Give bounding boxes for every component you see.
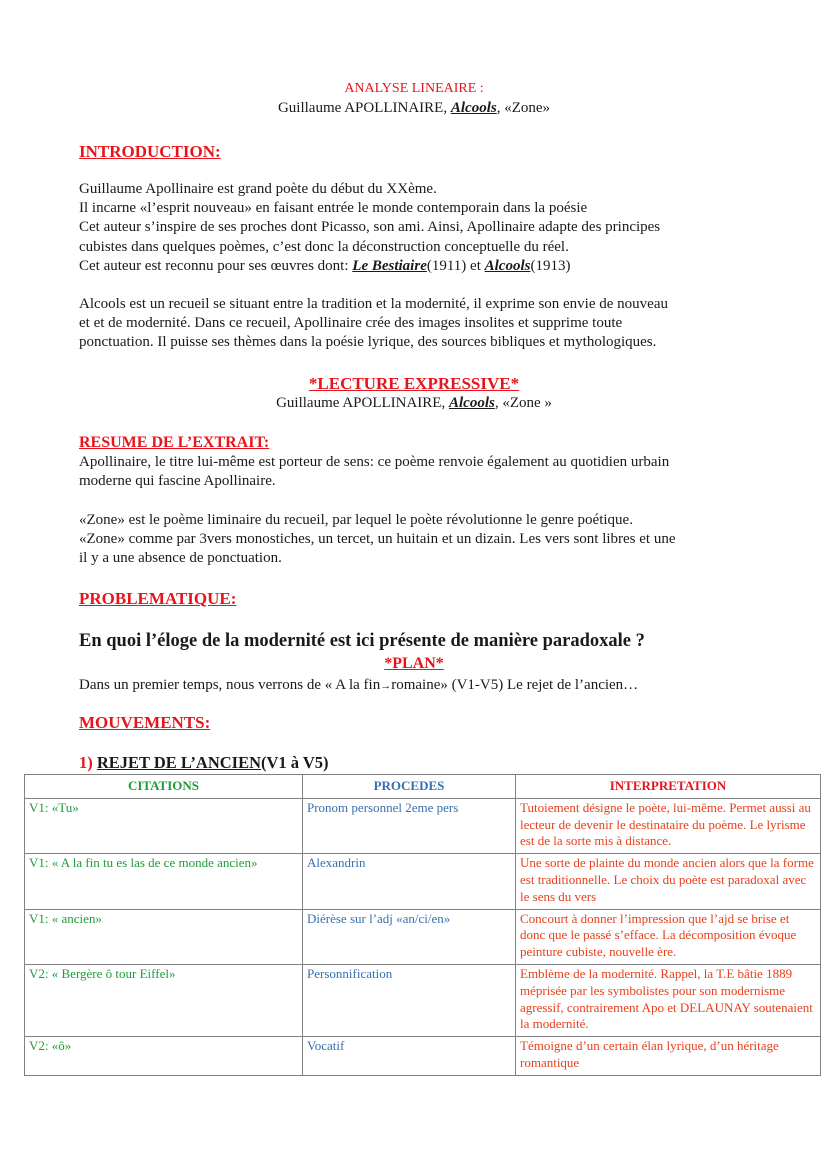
work-bestiaire: Le Bestiaire [352, 257, 427, 274]
text-line: «Zone» est le poème liminaire du recueil, par lequel le poète révolutionne le genre poétique. [79, 512, 633, 528]
problematique-question: En quoi l’éloge de la modernité est ici présente de manière paradoxale ? [79, 631, 645, 651]
text-line: «Zone» comme par 3vers monostiches, un tercet, un huitain et un dizain. Les vers sont libres et une [79, 531, 676, 548]
citation-cell: V1: « ancien» [25, 909, 303, 964]
citation-cell: V2: «ô» [25, 1037, 303, 1076]
interpretation-cell: Emblème de la modernité. Rappel, la T.E bâtie 1889 méprisée par les symbolistes pour son modernisme agressif, contrairement Apo et DELAUNAY soutenaient la modernité. [516, 964, 821, 1036]
introduction-heading: INTRODUCTION: [79, 142, 221, 161]
works-line [79, 257, 759, 276]
title-subline [0, 98, 828, 118]
procede-cell: Diérèse sur l’adj «an/ci/en» [303, 909, 516, 964]
lecture-title: *LECTURE EXPRESSIVE* [308, 374, 520, 393]
arrow-icon: → [380, 680, 392, 692]
plan-text-end: romaine» (V1-V5) Le rejet de l’ancien… [391, 677, 639, 693]
part-number: 1) [79, 753, 93, 772]
column-header-interpretation: INTERPRETATION [516, 775, 821, 799]
problematique-heading: PROBLEMATIQUE: [79, 589, 237, 608]
introduction-paragraph-2 [79, 295, 759, 353]
text-line: cubistes dans quelques poèmes, c’est donc la déconstruction conceptuelle du réel. [79, 238, 569, 255]
procede-cell: Alexandrin [303, 854, 516, 909]
plan-text [79, 676, 638, 696]
part-1-heading [79, 753, 329, 773]
lecture-subline [0, 394, 828, 413]
text-line: Il incarne «l’esprit nouveau» en faisant entrée le monde contemporain dans la poésie [79, 200, 588, 217]
table-row [25, 798, 821, 853]
table-row [25, 964, 821, 1036]
citation-cell: V1: «Tu» [25, 798, 303, 853]
text-line: il y a une absence de ponctuation. [79, 550, 282, 567]
table-row [25, 909, 821, 964]
column-header-citations: CITATIONS [25, 775, 303, 799]
work-alcools: Alcools [484, 257, 531, 274]
works-prefix: Cet auteur est reconnu pour ses œuvres dont: [79, 257, 353, 274]
interpretation-cell: Concourt à donner l’impression que l’ajd se brise et donc que le passé s’efface. La décomposition évoque peinture cubiste, nouvelle ère. [516, 909, 821, 964]
document-title [0, 80, 828, 118]
text-line: Guillaume Apollinaire est grand poète du début du XXème. [79, 181, 437, 197]
mouvements-heading: MOUVEMENTS: [79, 713, 211, 732]
part-range: (V1 à V5) [261, 753, 329, 772]
interpretation-cell: Une sorte de plainte du monde ancien alors que la forme est traditionnelle. Le choix du poète est paradoxal avec le sens du vers [516, 854, 821, 909]
text-line: ponctuation. Il puisse ses thèmes dans la poésie lyrique, des sources bibliques et mythologiques. [79, 334, 657, 351]
table-row [25, 854, 821, 909]
citation-cell: V1: « A la fin tu es las de ce monde ancien» [25, 854, 303, 909]
plan-text-start: Dans un premier temps, nous verrons de « A la fin [79, 677, 381, 693]
procede-cell: Personnification [303, 964, 516, 1036]
poem-title: , «Zone » [494, 395, 552, 411]
text-line: Cet auteur s’inspire de ses proches dont Picasso, son ami. Ainsi, Apollinaire adapte des principes [79, 219, 661, 236]
interpretation-cell: Témoigne d’un certain élan lyrique, d’un héritage romantique [516, 1037, 821, 1076]
citation-cell: V2: « Bergère ô tour Eiffel» [25, 964, 303, 1036]
poem-title: , «Zone» [496, 100, 551, 116]
work-title: Alcools [450, 100, 497, 116]
plan-title: *PLAN* [384, 655, 444, 672]
author-name: Guillaume APOLLINAIRE, [277, 100, 448, 116]
text-line: Apollinaire, le titre lui-même est porteur de sens: ce poème renvoie également au quotidien urbain [79, 454, 670, 470]
analysis-table [24, 774, 821, 1076]
zone-paragraph [79, 511, 759, 569]
resume-heading: RESUME DE L’EXTRAIT: [79, 434, 270, 451]
author-name: Guillaume APOLLINAIRE, [276, 395, 446, 411]
table-header-row [25, 775, 821, 799]
text-line: moderne qui fascine Apollinaire. [79, 473, 276, 490]
analysis-type: ANALYSE LINEAIRE : [344, 81, 484, 96]
text-line: et et de modernité. Dans ce recueil, Apollinaire crée des images insolites et supprime toute [79, 315, 623, 332]
introduction-paragraph-1 [79, 180, 759, 276]
work-year-1: (1911) et [426, 257, 485, 274]
work-year-2: (1913) [530, 257, 571, 274]
table-row [25, 1037, 821, 1076]
procede-cell: Vocatif [303, 1037, 516, 1076]
procede-cell: Pronom personnel 2eme pers [303, 798, 516, 853]
text-line: Alcools est un recueil se situant entre la tradition et la modernité, il exprime son envie de nouveau [79, 296, 668, 312]
interpretation-cell: Tutoiement désigne le poète, lui-même. Permet aussi au lecteur de devenir le destinataire du poème. Le lyrisme est de la sorte mis à distance. [516, 798, 821, 853]
lecture-block [0, 374, 828, 413]
resume-paragraph [79, 453, 759, 491]
column-header-procedes: PROCEDES [303, 775, 516, 799]
work-title: Alcools [448, 395, 495, 411]
part-title: REJET DE L’ANCIEN [96, 753, 262, 772]
